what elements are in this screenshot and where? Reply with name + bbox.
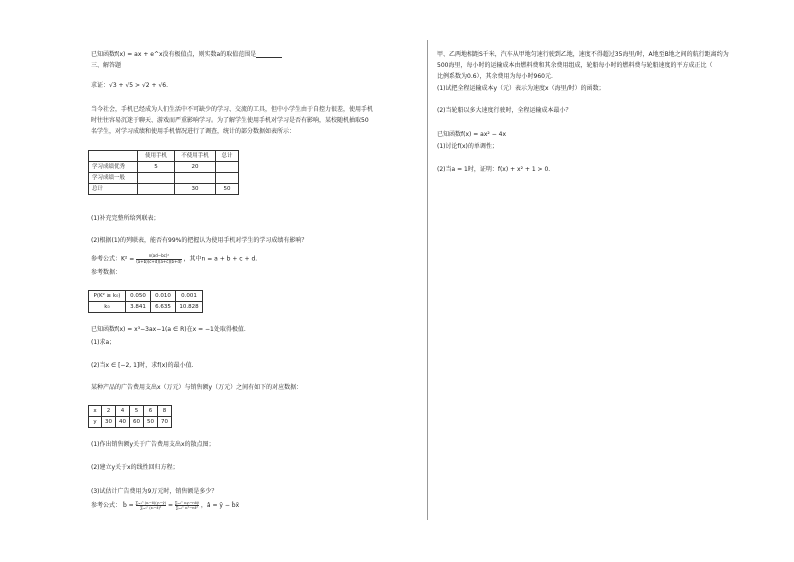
advertising-data-table [88, 405, 172, 428]
formula-fraction [136, 254, 181, 264]
fraction-numerator: ∑ᵢ₌₁ⁿ xᵢyᵢ−nx̄ȳ [174, 501, 199, 505]
table-cell: x [89, 406, 102, 417]
table-cell: 学习成绩一般 [89, 173, 138, 184]
question-advertising-part-2: (2)建立y关于x的线性回归方程； [91, 464, 179, 471]
table-cell: P(K² ≥ k₀) [89, 291, 126, 302]
table-cell: 20 [175, 162, 216, 173]
table-row [89, 406, 172, 417]
table-cell [175, 173, 216, 184]
question-ship-part-1: (1)试把全程运输成本y（元）表示为速度x（海里/时）的函数； [437, 85, 605, 92]
table-cell: 6 [144, 406, 158, 417]
critical-value-table [88, 290, 203, 313]
question-cubic: 已知函数f(x) = x³−3ax−1(a ∈ R)在x = −1处取得极值. [91, 326, 246, 333]
table-cell: 0.001 [176, 291, 203, 302]
table-cell: 不使用手机 [175, 151, 216, 162]
table-row [89, 184, 239, 195]
table-cell: k₀ [89, 302, 126, 313]
reference-data-label: 参考数据： [91, 269, 122, 276]
answer-blank [256, 51, 282, 58]
fraction-denominator: ∑ᵢ₌₁ⁿ xᵢ²−nx̄² [175, 506, 198, 511]
regression-formula-label: 参考公式： [91, 502, 122, 510]
table-cell: 0.010 [151, 291, 176, 302]
question-advertising-part-3: (3)试估计广告费用为9万元时，销售额是多少？ [91, 488, 218, 495]
table-cell: 10.828 [176, 302, 203, 313]
table-cell: 60 [130, 417, 144, 428]
table-cell [216, 173, 239, 184]
question-ship-part-2: (2)当轮船以多大速度行驶时，全程运输成本最小？ [437, 107, 572, 114]
table-row [89, 417, 172, 428]
formula-fraction [175, 501, 199, 510]
table-cell: 6.635 [151, 302, 176, 313]
formula-fraction [136, 501, 166, 510]
question-function: 已知函数f(x) = ax² − 4x [437, 131, 507, 138]
question-extreme-text: 已知函数f(x) = ax + e^x没有极值点，则实数a的取值范围是 [91, 51, 257, 58]
regression-formula [91, 501, 239, 510]
table-cell: 50 [216, 184, 239, 195]
table-row [89, 173, 239, 184]
fraction-numerator: ∑ᵢ₌₁ⁿ (xᵢ−x̄)(yᵢ−ȳ) [135, 501, 167, 505]
reference-formula-tail: ，其中n = a + b + c + d. [183, 255, 258, 263]
question-proof: 求证：√3 + √5 > √2 + √6. [91, 82, 168, 89]
table-cell: 30 [102, 417, 116, 428]
phone-contingency-table [88, 150, 239, 195]
question-advertising: 某种产品的广告费用支出x（万元）与销售额y（万元）之间有如下的对应数据： [91, 384, 303, 391]
question-extreme-point [91, 51, 282, 58]
table-cell: 70 [158, 417, 172, 428]
table-row [89, 151, 239, 162]
table-row [89, 291, 203, 302]
question-function-part-2: (2)当a = 1时，证明：f(x) + x² + 1 > 0. [437, 166, 551, 173]
column-divider [427, 40, 428, 520]
table-cell [138, 173, 175, 184]
table-cell: 40 [116, 417, 130, 428]
table-cell: 0.050 [126, 291, 151, 302]
table-cell: 使用手机 [138, 151, 175, 162]
question-phone-part-2: (2)根据(1)的列联表，能否有99%的把握认为使用手机对学生的学习成绩有影响？ [91, 237, 308, 244]
fraction-denominator: (a+b)(c+d)(a+c)(b+d) [136, 258, 182, 264]
fraction-denominator: ∑ᵢ₌₁ⁿ (xᵢ−x̄)² [140, 506, 162, 511]
regression-a-hat: ，â = ȳ − b̂x̄ [200, 502, 240, 510]
question-ship-line-3: 比例系数为0.6），其余费用为每小时960元. [437, 73, 553, 80]
table-cell: 5 [138, 162, 175, 173]
table-cell: 50 [144, 417, 158, 428]
table-cell: 学习成绩优秀 [89, 162, 138, 173]
table-cell [138, 184, 175, 195]
table-cell: 2 [102, 406, 116, 417]
question-phone-line-2: 时往往容易沉迷于聊天、游戏而严重影响学习。为了解学生使用手机对学习是否有影响，某校随机抽取50 [91, 117, 369, 124]
table-cell: 3.841 [126, 302, 151, 313]
question-cubic-part-2: (2)当x ∈ [−2, 1]时，求f(x)的最小值. [91, 362, 194, 369]
table-cell [89, 151, 138, 162]
question-ship-line-1: 甲、乙两地相距S千米，汽车从甲地匀速行驶到乙地，速度不得超过35海里/时，A地至B地之间的航行距离约为 [437, 51, 729, 58]
question-phone-line-3: 名学生，对学习成绩和使用手机情况进行了调查，统计的部分数据如表所示： [91, 128, 296, 135]
table-cell: y [89, 417, 102, 428]
question-phone-part-1: (1)补充完整所给列联表； [91, 215, 160, 222]
table-cell: 总计 [89, 184, 138, 195]
reference-formula-label: 参考公式：K² = [91, 255, 135, 263]
equals-sign: = [167, 502, 173, 510]
question-advertising-part-1: (1)作出销售额y关于广告费用支出x的散点图； [91, 441, 215, 448]
table-row [89, 302, 203, 313]
table-row [89, 162, 239, 173]
regression-b-hat: b̂ = [122, 502, 134, 510]
question-cubic-part-1: (1)求a； [91, 339, 116, 346]
fraction-numerator: n(ad−bc)² [136, 254, 181, 260]
table-cell: 5 [130, 406, 144, 417]
table-cell: 30 [175, 184, 216, 195]
table-cell [216, 162, 239, 173]
table-cell: 总计 [216, 151, 239, 162]
question-ship-line-2: 500海里，每小时的运输成本由燃料费和其余费用组成，轮船每小时的燃料费与轮船速度的平方成正比（ [437, 62, 713, 69]
reference-formula [91, 254, 257, 264]
question-function-part-1: (1)讨论f(x)的单调性； [437, 143, 498, 150]
table-cell: 8 [158, 406, 172, 417]
section-heading: 三、解答题 [91, 62, 122, 69]
question-phone-line-1: 当今社会，手机已经成为人们生活中不可缺少的学习、交流的工具，但中小学生由于自控力很差，使用手机 [91, 106, 374, 113]
table-cell: 4 [116, 406, 130, 417]
